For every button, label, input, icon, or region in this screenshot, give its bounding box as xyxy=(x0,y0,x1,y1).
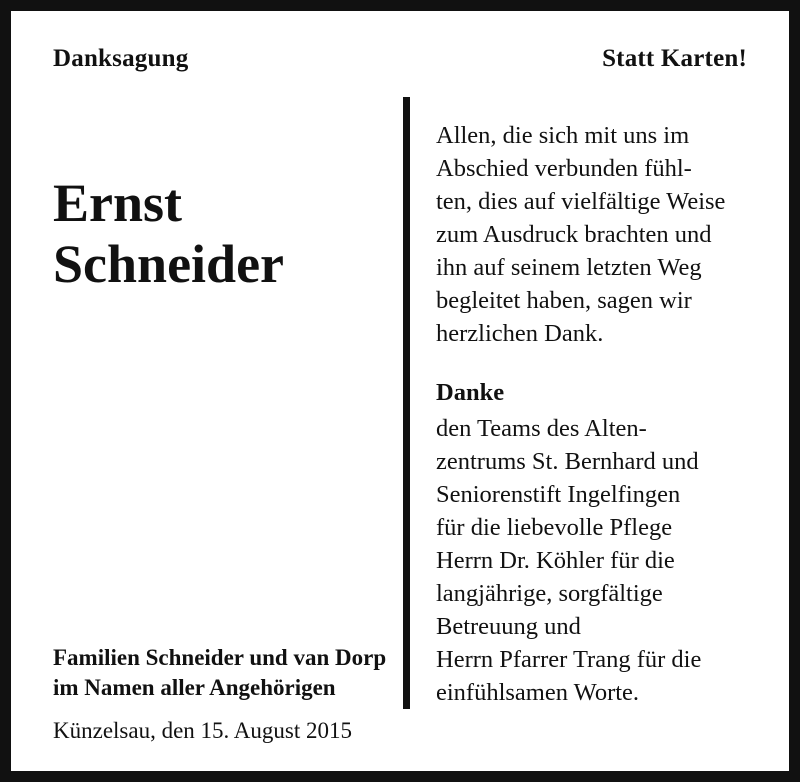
thanks-line: zentrums St. Bernhard und xyxy=(436,447,699,475)
card-footer xyxy=(53,643,733,747)
paragraph-line: Abschied verbunden fühl- xyxy=(436,155,692,183)
thanks-line: einfühlsamen Worte. xyxy=(436,679,640,706)
deceased-first-name: Ernst xyxy=(53,173,183,233)
thanks-line: langjährige, sorgfältige xyxy=(436,579,663,607)
place-and-date: Künzelsau, den 15. August 2015 xyxy=(53,717,352,743)
thanks-line: für die liebevolle Pflege xyxy=(436,513,673,541)
family-line: Familien Schneider und van Dorp xyxy=(53,644,387,670)
card-body xyxy=(53,97,747,709)
header-title-left: Danksagung xyxy=(53,45,189,72)
deceased-name xyxy=(53,173,373,295)
thanks-line: Herrn Dr. Köhler für die xyxy=(436,546,675,574)
message-column xyxy=(436,97,747,709)
deceased-last-name: Schneider xyxy=(53,234,285,295)
paragraph-line: Allen, die sich mit uns im xyxy=(436,122,690,149)
vertical-divider-rule xyxy=(403,97,410,709)
paragraph-line: ihn auf seinem letzten Weg xyxy=(436,254,702,282)
thanks-line: Seniorenstift Ingelfingen xyxy=(436,480,681,508)
name-column xyxy=(53,97,373,295)
paragraph-line: zum Ausdruck brachten und xyxy=(436,221,712,249)
obituary-card xyxy=(11,11,789,771)
family-line: im Namen aller Angehörigen xyxy=(53,675,336,701)
thanks-line: Herrn Pfarrer Trang für die xyxy=(436,645,702,673)
thanks-heading: Danke xyxy=(436,379,505,407)
thanks-line: den Teams des Alten- xyxy=(436,414,647,442)
card-header xyxy=(53,45,747,73)
paragraph-line: herzlichen Dank. xyxy=(436,320,604,348)
header-title-right: Statt Karten! xyxy=(602,45,747,72)
thanks-line: Betreuung und xyxy=(436,612,581,640)
thank-you-paragraph xyxy=(436,119,747,350)
paragraph-line: begleitet haben, sagen wir xyxy=(436,287,692,315)
family-signature xyxy=(53,643,733,704)
paragraph-line: ten, dies auf vielfältige Weise xyxy=(436,188,726,216)
